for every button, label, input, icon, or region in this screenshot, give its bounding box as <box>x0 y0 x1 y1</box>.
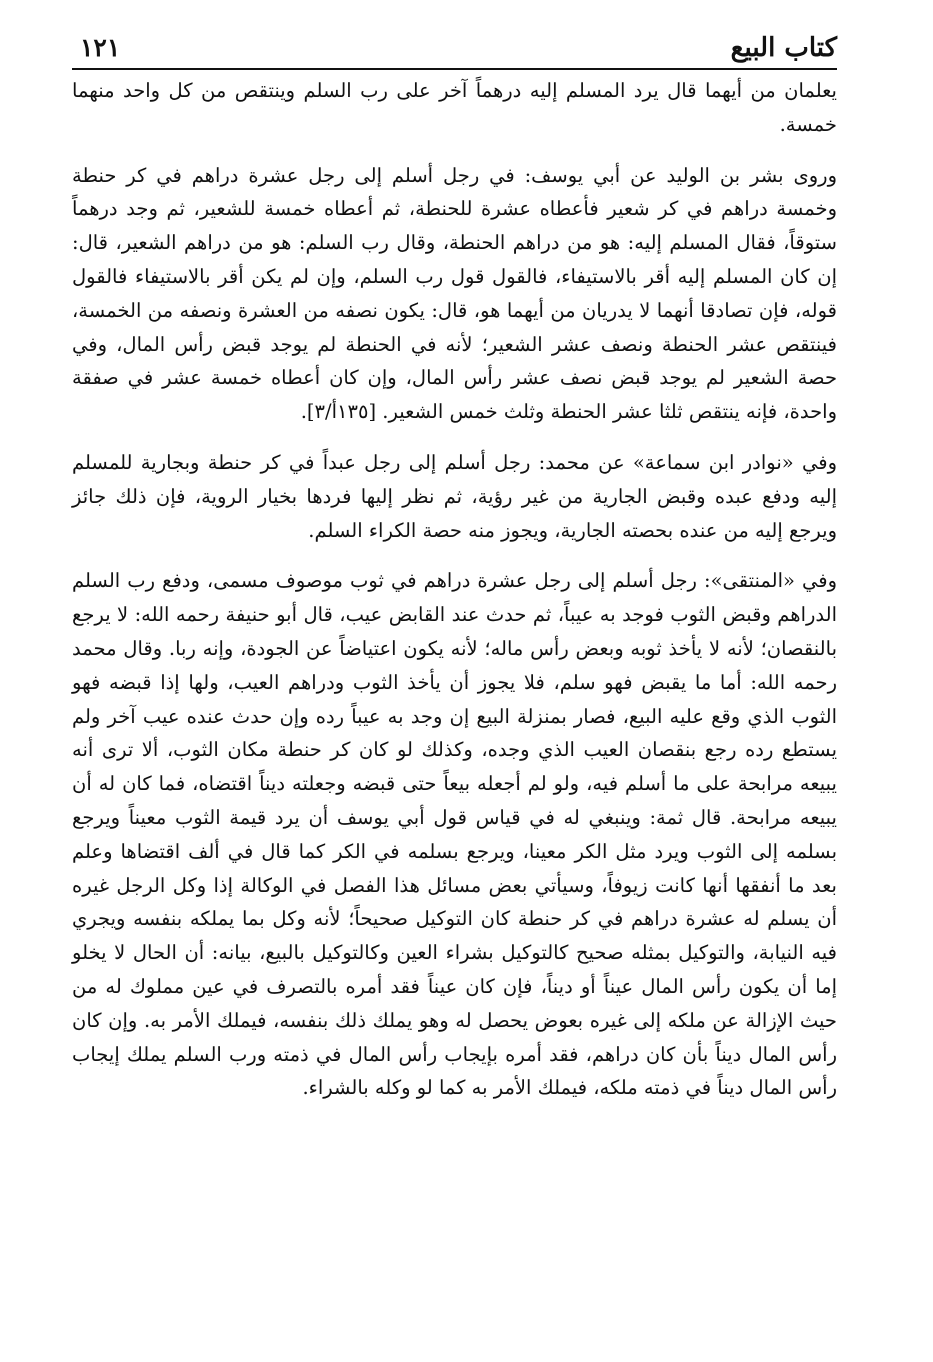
paragraph: وفي «المنتقى»: رجل أسلم إلى رجل عشرة دراهم في ثوب موصوف مسمى، ودفع رب السلم الدراهم وقبض الثوب فوجد به عيباً، ثم حدث عند القابض عيب، قال أبو حنيفة رحمه الله: لا يرجع بالنقصان؛ لأنه لا يأخذ ثوبه وبعض رأس ماله؛ لأنه يكون اعتياضاً عن الجودة، وإنه ربا. وقال محمد رحمه الله: أما ما يقبض فهو سلم، فلا يجوز أن يأخذ الثوب ودراهم العيب، ولها إذا قبضه فهو الثوب الذي وقع عليه البيع، فصار بمنزلة البيع إن وجد به عيباً رده وإن حدث عنده عيب آخر ولم يستطع رده رجع بنقصان العيب الذي وجده، وكذلك لو كان كر حنطة مكان الثوب، ألا ترى أنه يبيعه مرابحة على ما أسلم فيه، ولو لم أجعله بيعاً حتى قبضه وجعلته ديناً اقتضاه، فما كان له أن يبيعه مرابحة. قال ثمة: وينبغي له في قياس قول أبي يوسف أن يرد قيمة الثوب معيناً ويرجع بسلمه إلى الثوب ويرد مثل الكر معينا، ويرجع بسلمه في الكر كما قال في ألف اقتضاها وعلم بعد ما أنفقها أنها كانت زيوفاً، وسيأتي بعض مسائل هذا الفصل في الوكالة إذا وكل الرجل غيره أن يسلم له عشرة دراهم في كر حنطة كان التوكيل صحيحاً؛ لأنه وكل بما يملكه بنفسه ويجري فيه النيابة، والتوكيل بمثله صحيح كالتوكيل بشراء العين وكالتوكيل بالبيع، بيانه: أن الحال لا يخلو إما أن يكون رأس المال عيناً أو ديناً، فإن كان عيناً فقد أمره بالتصرف في عين مملوك له من حيث الإزالة عن ملكه إلى غيره بعوض يحصل له وهو يملك ذلك بنفسه، فيملك الأمر به. وإن كان رأس المال ديناً بأن كان دراهم، فقد أمره بإيجاب رأس المال في ذمته ورب السلم يملك إيجاب رأس المال ديناً في ذمته ملكه، فيملك الأمر به كما لو وكله بالشراء. <box>72 569 837 1100</box>
page-header <box>72 22 837 70</box>
paragraph: يعلمان من أيهما قال يرد المسلم إليه درهماً آخر على رب السلم وينتقص من كل واحد منهما خمسة. <box>72 79 837 136</box>
paragraph: وفي «نوادر ابن سماعة» عن محمد: رجل أسلم إلى رجل عبداً في كر حنطة وبجارية للمسلم إليه ودفع عبده وقبض الجارية من غير رؤية، ثم نظر إليها فردها بخيار الروية، فإن ذلك جائز ويرجع إليه من عنده بحصته الجارية، ويجوز منه حصة الكراء السلم. <box>72 450 837 542</box>
chapter-title: كتاب البيع <box>730 33 837 63</box>
book-page <box>72 22 837 1362</box>
page-number: ١٢١ <box>80 33 121 62</box>
paragraph: وروى بشر بن الوليد عن أبي يوسف: في رجل أسلم إلى رجل عشرة دراهم في كر حنطة وخمسة دراهم في كر شعير فأعطاه عشرة للحنطة، ثم أعطاه خمسة للشعير، ثم وجد درهماً ستوقاً، فقال المسلم إليه: هو من دراهم الحنطة، وقال رب السلم: هو من دراهم الشعير، قال: إن كان المسلم إليه أقر بالاستيفاء، فالقول قول رب السلم، وإن لم يكن أقر بالاستيفاء فالقول قوله، فإن تصادقا أنهما لا يدريان من أيهما هو، قال: يكون نصفه من العشرة ونصفه من الخمسة، فينتقص عشر الحنطة ونصف عشر الشعير؛ لأنه في الحنطة لم يوجد قبض رأس المال، وفي حصة الشعير لم يوجد قبض نصف عشر رأس المال، وإن كان أعطاه خمسة عشر في صفقة واحدة، فإنه ينتقص ثلثا عشر الحنطة وثلث خمس الشعير. [١٣٥أ/٣]. <box>72 163 837 424</box>
page-body <box>72 74 837 1105</box>
